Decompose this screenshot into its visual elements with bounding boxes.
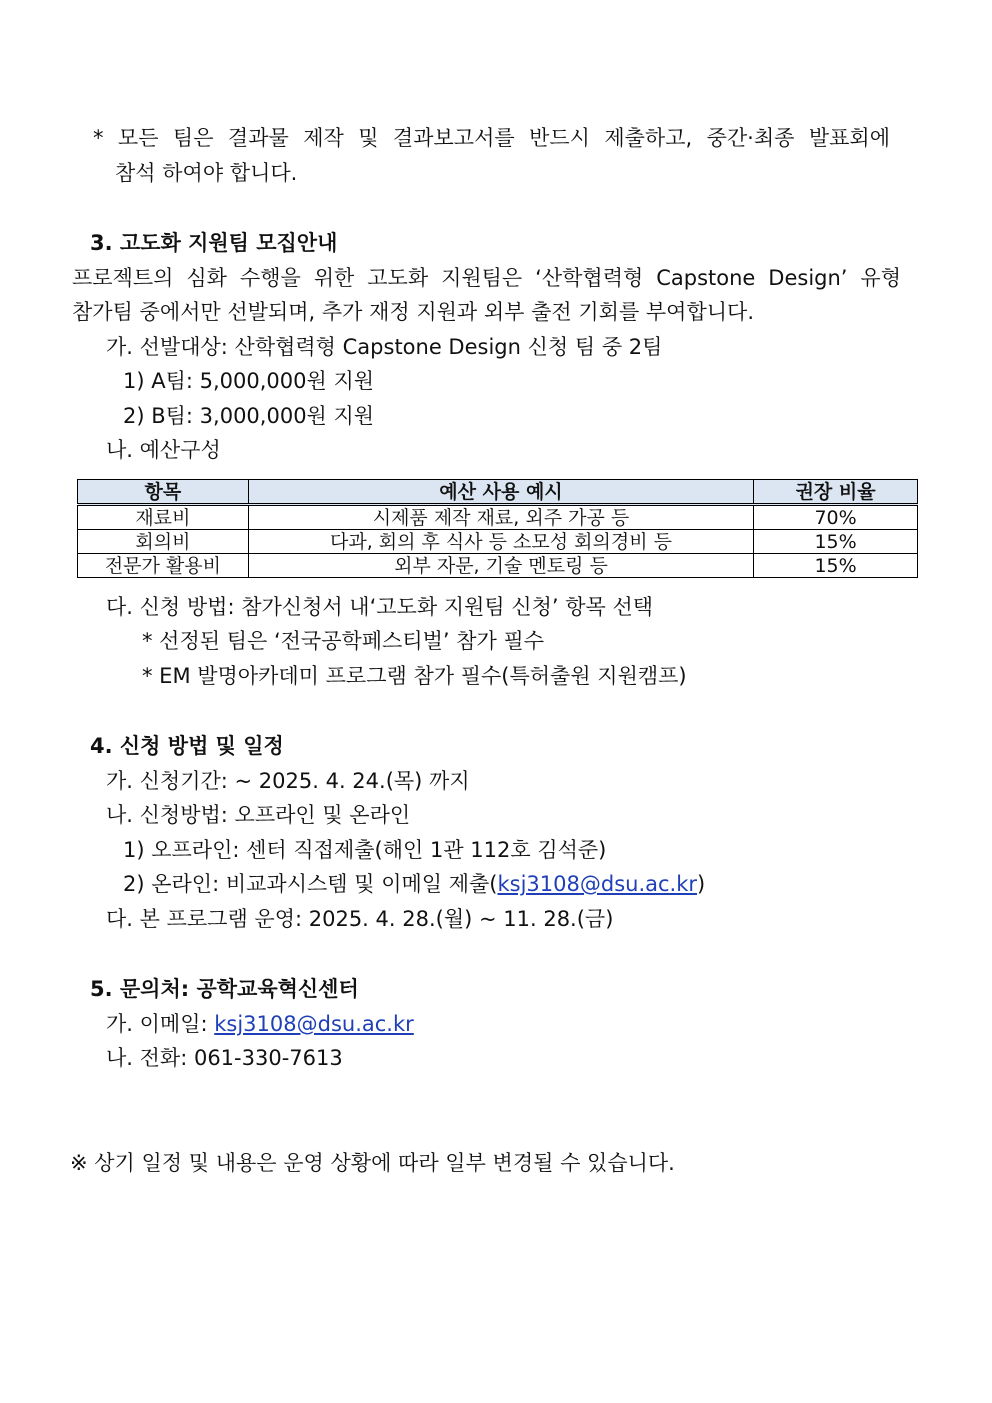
application-method: 다. 신청 방법: 참가신청서 내‘고도화 지원팀 신청’ 항목 선택 (106, 595, 654, 619)
section3-intro-line2: 참가팀 중에서만 선발되며, 추가 재정 지원과 외부 출전 기회를 부여합니다. (72, 300, 755, 324)
contact-email-label: 가. 이메일: (106, 1012, 215, 1036)
header-ratio: 권장 비율 (754, 480, 918, 505)
section5-heading: 5. 문의처: 공학교육혁신센터 (90, 977, 359, 1001)
note-academy: * EM 발명아카데미 프로그램 참가 필수(특허출원 지원캠프) (142, 664, 687, 688)
header-item: 항목 (78, 480, 249, 505)
budget-table (77, 479, 918, 578)
cell-ratio: 15% (754, 530, 918, 554)
section3-heading: 3. 고도화 지원팀 모집안내 (90, 231, 338, 255)
section4-heading: 4. 신청 방법 및 일정 (90, 734, 284, 758)
application-period: 가. 신청기간: ~ 2025. 4. 24.(목) 까지 (106, 769, 470, 793)
table-row (78, 505, 918, 530)
note-submit-line2: 참석 하여야 합니다. (115, 161, 298, 185)
online-prefix: 2) 온라인: 비교과시스템 및 이메일 제출( (123, 872, 498, 896)
section3-intro-line1: 프로젝트의 심화 수행을 위한 고도화 지원팀은 ‘산학협력형 Capstone Design’ 유형 (72, 266, 901, 290)
application-channel: 나. 신청방법: 오프라인 및 온라인 (106, 803, 411, 827)
note-submit-line1: * 모든 팀은 결과물 제작 및 결과보고서를 반드시 제출하고, 중간·최종 발표회에 (93, 126, 890, 150)
contact-phone: 나. 전화: 061-330-7613 (106, 1046, 343, 1070)
table-row (78, 530, 918, 554)
section3-selection-target: 가. 선발대상: 산학협력형 Capstone Design 신청 팀 중 2팀 (106, 335, 663, 359)
online-suffix: ) (697, 872, 706, 896)
budget-label: 나. 예산구성 (106, 438, 221, 462)
header-example: 예산 사용 예시 (248, 480, 753, 505)
team-b-support: 2) B팀: 3,000,000원 지원 (123, 404, 375, 428)
cell-example: 다과, 회의 후 식사 등 소모성 회의경비 등 (248, 530, 753, 554)
cell-ratio: 70% (754, 505, 918, 530)
cell-item: 전문가 활용비 (78, 554, 249, 578)
team-a-support: 1) A팀: 5,000,000원 지원 (123, 369, 375, 393)
cell-ratio: 15% (754, 554, 918, 578)
footer-note: ※ 상기 일정 및 내용은 운영 상황에 따라 일부 변경될 수 있습니다. (70, 1151, 675, 1175)
note-festival: * 선정된 팀은 ‘전국공학페스티벌’ 참가 필수 (142, 629, 545, 653)
online-email-link[interactable]: ksj3108@dsu.ac.kr (497, 872, 698, 896)
cell-item: 재료비 (78, 505, 249, 530)
contact-email (106, 1009, 414, 1039)
offline-submission: 1) 오프라인: 센터 직접제출(해인 1관 112호 김석준) (123, 838, 607, 862)
table-row (78, 554, 918, 578)
cell-example: 외부 자문, 기술 멘토링 등 (248, 554, 753, 578)
cell-example: 시제품 제작 재료, 외주 가공 등 (248, 505, 753, 530)
contact-email-link[interactable]: ksj3108@dsu.ac.kr (214, 1012, 414, 1036)
budget-table-header (78, 480, 918, 505)
online-submission (123, 869, 705, 899)
cell-item: 회의비 (78, 530, 249, 554)
program-period: 다. 본 프로그램 운영: 2025. 4. 28.(월) ~ 11. 28.(금) (106, 907, 614, 931)
